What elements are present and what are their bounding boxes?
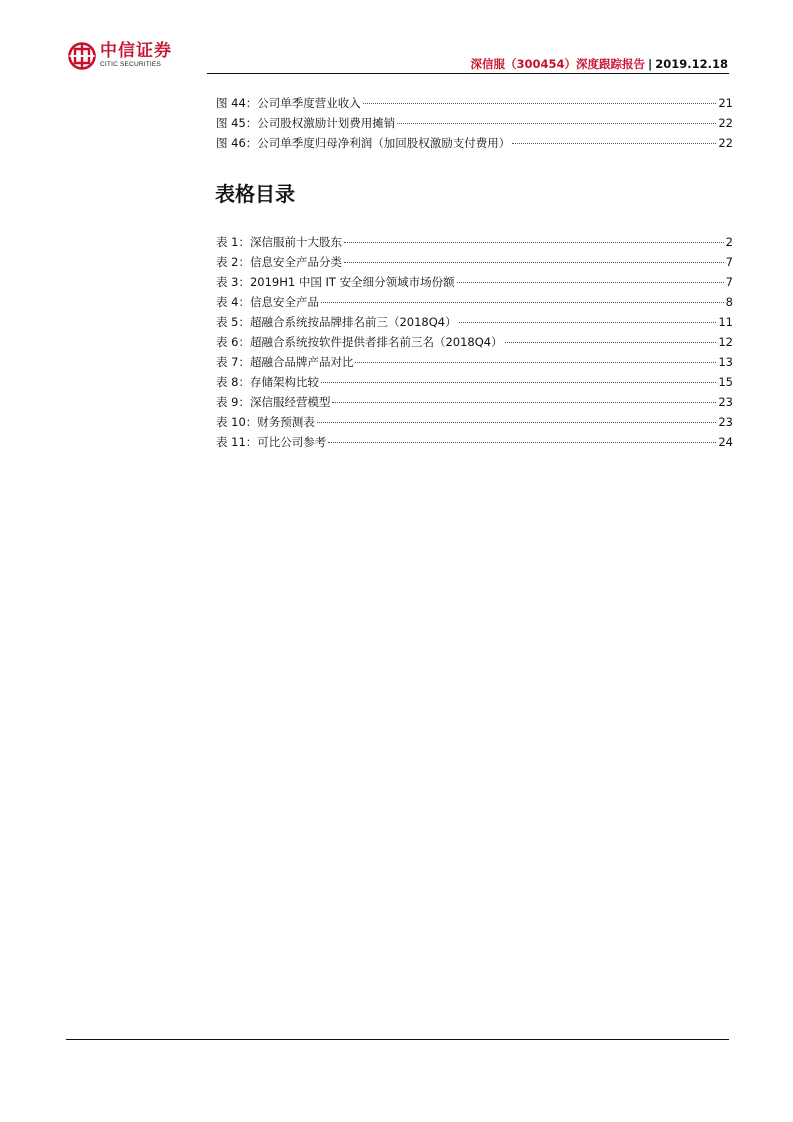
table-entry[interactable] — [216, 352, 733, 372]
table-entry-page: 15 — [718, 375, 733, 389]
figure-entry-label: 图 46：公司单季度归母净利润（加回股权激励支付费用） — [216, 136, 511, 150]
table-entry-label: 表 2：信息安全产品分类 — [216, 255, 342, 269]
table-entry-label: 表 6：超融合系统按软件提供者排名前三名（2018Q4） — [216, 335, 503, 349]
figure-entry-label: 图 44：公司单季度营业收入 — [216, 96, 361, 110]
dot-leader — [355, 362, 716, 363]
table-entry-label: 表 5：超融合系统按品牌排名前三（2018Q4） — [216, 315, 457, 329]
figure-entry-page: 22 — [718, 136, 733, 150]
table-entry[interactable] — [216, 292, 733, 312]
footer-divider — [66, 1039, 729, 1040]
table-of-tables-heading: 表格目录 — [215, 182, 295, 206]
figure-entry[interactable] — [216, 133, 733, 153]
dot-leader — [344, 242, 724, 243]
table-entry-page: 12 — [718, 335, 733, 349]
table-entry-page: 8 — [725, 295, 733, 309]
figure-entry-label: 图 45：公司股权激励计划费用摊销 — [216, 116, 396, 130]
table-entry-page: 7 — [725, 255, 733, 269]
table-entry-page: 23 — [718, 415, 733, 429]
dot-leader — [505, 342, 717, 343]
dot-leader — [321, 302, 724, 303]
report-date: 2019.12.18 — [655, 57, 728, 71]
dot-leader — [363, 103, 717, 104]
table-entry-page: 13 — [718, 355, 733, 369]
logo-english-name: CITIC SECURITIES — [100, 61, 161, 69]
dot-leader — [459, 322, 717, 323]
table-entry-page: 23 — [718, 395, 733, 409]
table-entry-label: 表 10：财务预测表 — [216, 415, 315, 429]
dot-leader — [328, 442, 716, 443]
table-entry[interactable] — [216, 372, 733, 392]
table-entry-page: 11 — [718, 315, 733, 329]
dot-leader — [332, 402, 716, 403]
dot-leader — [344, 262, 724, 263]
table-entry-page: 24 — [718, 435, 733, 449]
dot-leader — [317, 422, 717, 423]
table-entry-label: 表 8：存储架构比较 — [216, 375, 319, 389]
table-entry[interactable] — [216, 332, 733, 352]
header-divider — [207, 73, 729, 74]
table-list — [216, 232, 733, 452]
figure-entry-page: 22 — [718, 116, 733, 130]
table-entry-label: 表 11：可比公司参考 — [216, 435, 327, 449]
report-title: 深信服（300454）深度跟踪报告 — [470, 57, 646, 71]
table-entry[interactable] — [216, 312, 733, 332]
dot-leader — [457, 282, 724, 283]
dot-leader — [512, 143, 716, 144]
table-entry-label: 表 3：2019H1 中国 IT 安全细分领域市场份额 — [216, 275, 455, 289]
citic-logo — [68, 42, 172, 70]
figure-entry[interactable] — [216, 93, 733, 113]
figure-list — [216, 93, 733, 153]
citic-logo-icon — [68, 42, 96, 70]
table-entry-page: 7 — [725, 275, 733, 289]
table-entry-label: 表 7：超融合品牌产品对比 — [216, 355, 354, 369]
figure-entry[interactable] — [216, 113, 733, 133]
dot-leader — [321, 382, 716, 383]
table-entry[interactable] — [216, 252, 733, 272]
dot-leader — [397, 123, 716, 124]
table-entry[interactable] — [216, 392, 733, 412]
table-entry-page: 2 — [725, 235, 733, 249]
table-entry-label: 表 9：深信服经营模型 — [216, 395, 331, 409]
figure-entry-page: 21 — [718, 96, 733, 110]
table-entry[interactable] — [216, 272, 733, 292]
table-entry[interactable] — [216, 232, 733, 252]
table-entry[interactable] — [216, 412, 733, 432]
table-entry[interactable] — [216, 432, 733, 452]
table-entry-label: 表 1：深信服前十大股东 — [216, 235, 342, 249]
running-header — [471, 56, 728, 72]
table-entry-label: 表 4：信息安全产品 — [216, 295, 319, 309]
header-separator: | — [648, 57, 653, 71]
logo-chinese-name: 中信证券 — [100, 41, 172, 62]
